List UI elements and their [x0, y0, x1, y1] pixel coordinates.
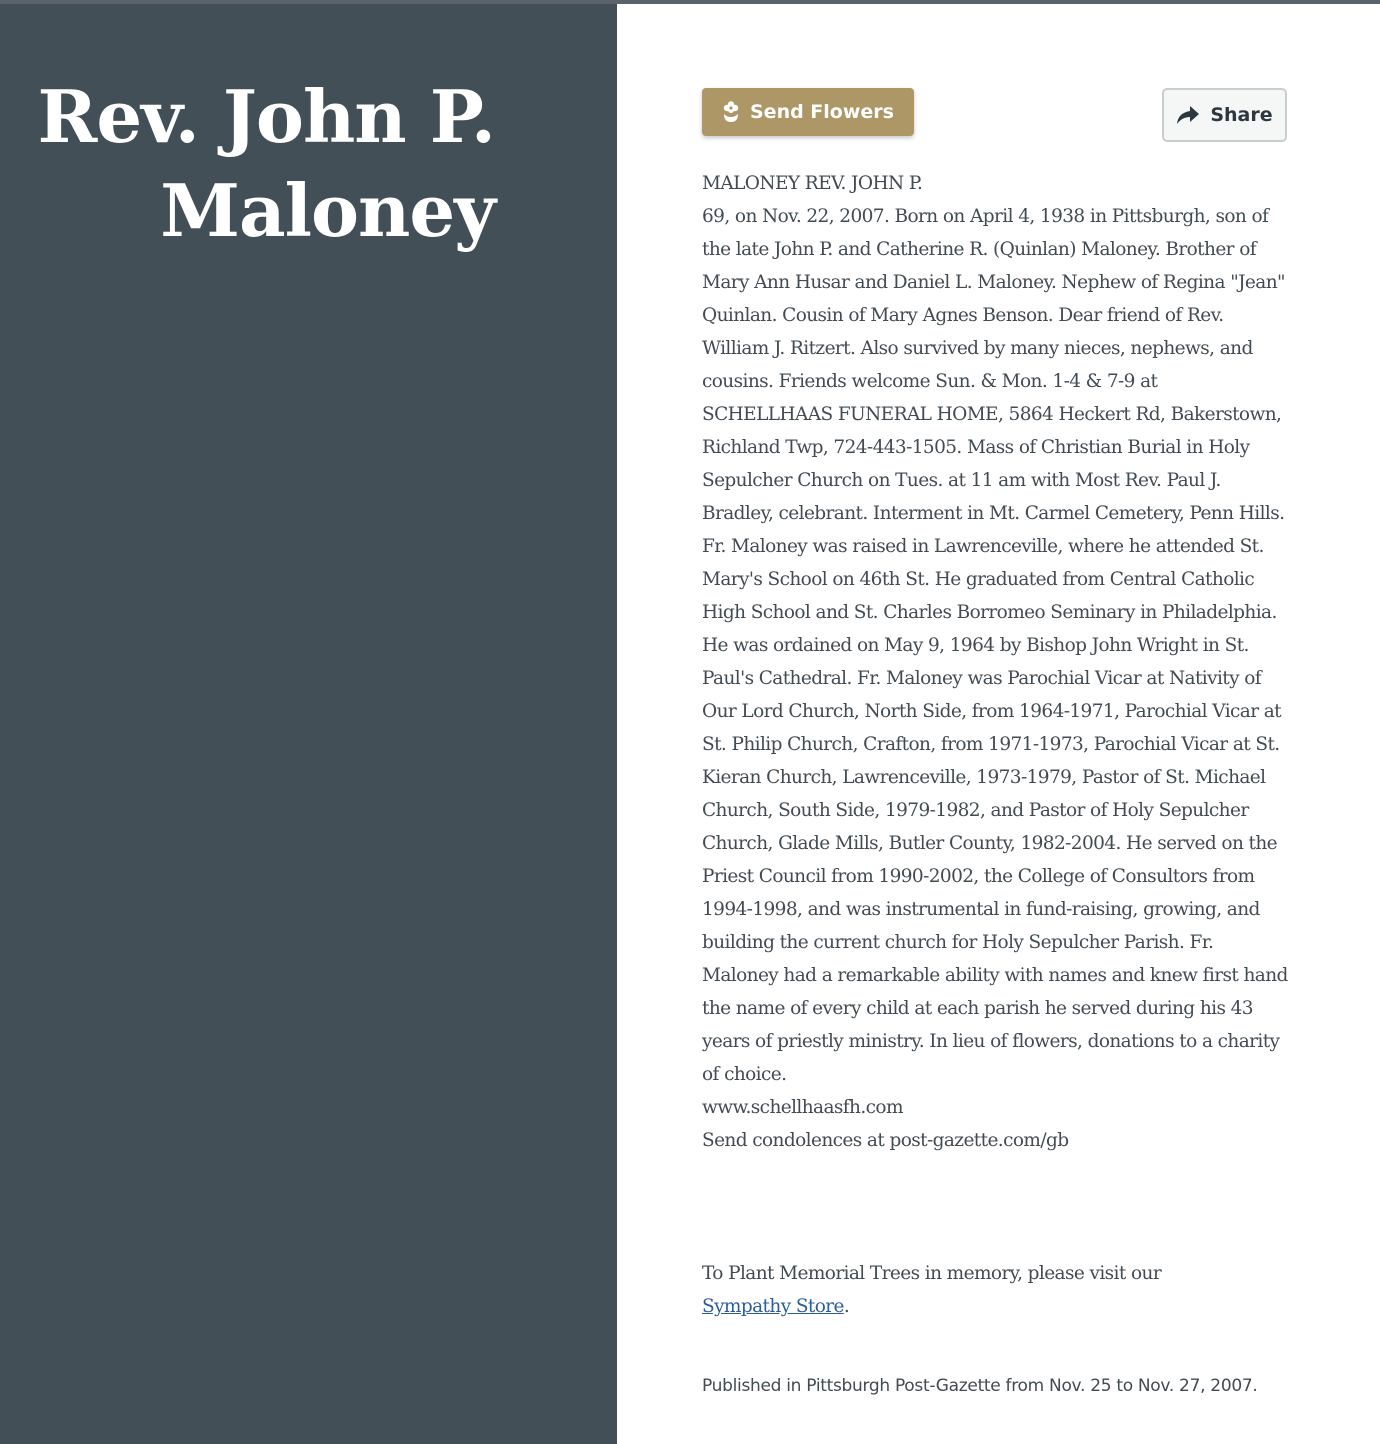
deceased-name-heading: [0, 70, 495, 258]
send-flowers-button[interactable]: [702, 88, 914, 136]
publication-note: Published in Pittsburgh Post-Gazette from Nov. 25 to Nov. 27, 2007.: [702, 1376, 1258, 1396]
condolences-line: Send condolences at post-gazette.com/gb: [702, 1130, 1069, 1151]
share-button[interactable]: [1162, 88, 1287, 142]
memorial-suffix: .: [843, 1296, 850, 1317]
obituary-heading: MALONEY REV. JOHN P.: [702, 173, 923, 194]
name-line-2: Maloney: [160, 168, 495, 253]
obituary-text: [702, 167, 1292, 1157]
flower-icon: [722, 100, 740, 124]
funeral-home-website: www.schellhaasfh.com: [702, 1097, 903, 1118]
sidebar-panel: [0, 4, 617, 1444]
memorial-text: To Plant Memorial Trees in memory, please visit our: [702, 1263, 1162, 1284]
memorial-trees-note: [702, 1257, 1292, 1323]
send-flowers-label: Send Flowers: [750, 101, 894, 123]
sympathy-store-link[interactable]: Sympathy Store: [702, 1296, 844, 1317]
obituary-body: 69, on Nov. 22, 2007. Born on April 4, 1938 in Pittsburgh, son of the late John P. and Catherine R. (Quinlan) Maloney. Brother of Mary Ann Husar and Daniel L. Maloney. Nephew of Regina "Jean" Quinlan. Cousin of Mary Agnes Benson. Dear friend of Rev. William J. Ritzert. Also survived by many nieces, nephews, and cousins. Friends welcome Sun. & Mon. 1-4 & 7-9 at SCHELLHAAS FUNERAL HOME, 5864 Heckert Rd, Bakerstown, Richland Twp, 724-443-1505. Mass of Christian Burial in Holy Sepulcher Church on Tues. at 11 am with Most Rev. Paul J. Bradley, celebrant. Interment in Mt. Carmel Cemetery, Penn Hills. Fr. Maloney was raised in Lawrenceville, where he attended St. Mary's School on 46th St. He graduated from Central Catholic High School and St. Charles Borromeo Seminary in Philadelphia. He was ordained on May 9, 1964 by Bishop John Wright in St. Paul's Cathedral. Fr. Maloney was Parochial Vicar at Nativity of Our Lord Church, North Side, from 1964-1971, Parochial Vicar at St. Philip Church, Crafton, from 1971-1973, Parochial Vicar at St. Kieran Church, Lawrenceville, 1973-1979, Pastor of St. Michael Church, South Side, 1979-1982, and Pastor of Holy Sepulcher Church, Glade Mills, Butler County, 1982-2004. He served on the Priest Council from 1990-2002, the College of Consultors from 1994-1998, and was instrumental in fund-raising, growing, and building the current church for Holy Sepulcher Parish. Fr. Maloney had a remarkable ability with names and knew first hand the name of every child at each parish he served during his 43 years of priestly ministry. In lieu of flowers, donations to a charity of choice.: [702, 206, 1288, 1085]
share-arrow-icon: [1176, 105, 1200, 125]
obituary-panel: [617, 4, 1380, 1444]
share-label: Share: [1210, 104, 1273, 126]
name-line-1: Rev. John P.: [37, 74, 495, 159]
